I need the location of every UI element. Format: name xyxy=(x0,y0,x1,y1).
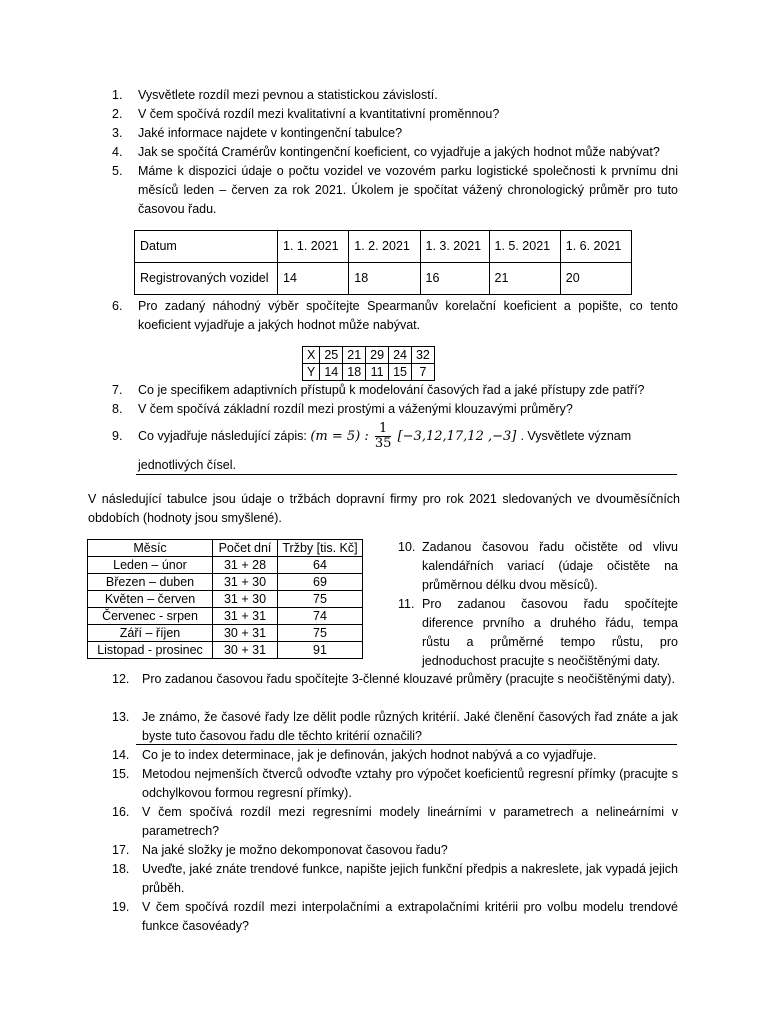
question-8: 8. V čem spočívá základní rozdíl mezi prostými a váženými klouzavými průměry? xyxy=(112,402,573,416)
question-17: 17. Na jaké složky je možno dekomponovat časovou řadu? xyxy=(112,843,448,857)
table-cell: 14 xyxy=(278,263,349,295)
table-cell: 91 xyxy=(278,642,363,659)
table-cell: 18 xyxy=(349,263,420,295)
table-cell: 11 xyxy=(366,364,389,381)
table-cell: 64 xyxy=(278,557,363,574)
table-cell: 15 xyxy=(389,364,412,381)
question-2: 2. V čem spočívá rozdíl mezi kvalitativní a kvantitativní proměnnou? xyxy=(112,107,500,121)
table-cell: 30 + 31 xyxy=(213,642,278,659)
formula-weights: [−3,12,17,12 ,−3] xyxy=(397,429,517,444)
question-15: 15. Metodou nejmenších čtverců odvoďte vztahy pro výpočet koeficientů regresní přímky (pracujte s odchylkovou formou regresní přímky). xyxy=(112,767,678,800)
question-16: 16. V čem spočívá rozdíl mezi regresními modely lineárními v parametrech a nelineárními v parametrech? xyxy=(112,805,678,838)
table-cell: 75 xyxy=(278,625,363,642)
question-5: 5. Máme k dispozici údaje o počtu vozidel ve vozovém parku logistické společnosti k prvnímu dni měsíců leden – červen za rok 2021. Úkolem je spočítat vážený chronologický průměr pro tuto časovou řadu. xyxy=(112,164,678,216)
table-cell: Červenec - srpen xyxy=(88,608,213,625)
table-row xyxy=(88,574,363,591)
table-cell: 31 + 28 xyxy=(213,557,278,574)
column-header: Počet dní xyxy=(213,540,278,557)
table-cell: 31 + 30 xyxy=(213,574,278,591)
table-cell: Březen – duben xyxy=(88,574,213,591)
formula-window: (m = 5) : xyxy=(310,429,369,444)
table-cell: 1. 5. 2021 xyxy=(489,231,560,263)
column-header: Měsíc xyxy=(88,540,213,557)
table-cell: 74 xyxy=(278,608,363,625)
table-cell: 25 xyxy=(320,347,343,364)
table-row xyxy=(303,364,435,381)
table-cell: Datum xyxy=(135,231,278,263)
question-12: 12. Pro zadanou časovou řadu spočítejte 3-členné klouzavé průměry (pracujte s neočištěnými daty). xyxy=(112,672,675,686)
question-9: 9. Co vyjadřuje následující zápis: (m = 5) : $\frac{1}{35}$ [−3,12,17,12 ,−3] . Vysvětlete význam xyxy=(112,421,632,451)
table-cell: 21 xyxy=(489,263,560,295)
table-row xyxy=(88,608,363,625)
question-19: 19. V čem spočívá rozdíl mezi interpolačními a extrapolačními kritérii pro volbu modelu trendové funkce časovéady? xyxy=(112,900,678,933)
question-3: 3. Jaké informace najdete v kontingenční tabulce? xyxy=(112,126,403,140)
question-13: 13. Je známo, že časové řady lze dělit podle různých kritérií. Jaké členění časových řad znáte a jak byste tuto časovou řadu dle těchto kritérií označili? xyxy=(112,710,678,743)
table-row xyxy=(88,625,363,642)
table-cell: 31 + 30 xyxy=(213,591,278,608)
table-cell: 20 xyxy=(560,263,631,295)
question-7: 7. Co je specifikem adaptivních přístupů k modelování časových řad a jaké přístupy zde patří? xyxy=(112,383,645,397)
column-header: Tržby [tis. Kč] xyxy=(278,540,363,557)
table-row xyxy=(135,231,632,263)
table-cell: Leden – únor xyxy=(88,557,213,574)
table-cell: 1. 2. 2021 xyxy=(349,231,420,263)
question-9-text-after: . Vysvětlete význam xyxy=(520,429,632,443)
table-cell: 1. 6. 2021 xyxy=(560,231,631,263)
table-cell: Y xyxy=(303,364,320,381)
table-row xyxy=(88,557,363,574)
formula xyxy=(310,421,520,451)
question-9-line2: jednotlivých čísel. xyxy=(138,458,236,472)
table-header-row xyxy=(88,540,363,557)
vehicles-table xyxy=(134,230,632,295)
table-row xyxy=(303,347,435,364)
table-row xyxy=(88,642,363,659)
intro-paragraph: V následující tabulce jsou údaje o tržbách dopravní firmy pro rok 2021 sledovaných ve dvouměsíčních obdobích (hodnoty jsou smyšlené). xyxy=(88,492,680,525)
table-cell: 1. 1. 2021 xyxy=(278,231,349,263)
question-10: 10. Zadanou časovou řadu očistěte od vlivu kalendářních variací (údaje očistěte na průměrnou délku dvou měsíců). xyxy=(398,540,678,592)
xy-table xyxy=(302,346,435,381)
formula-fraction xyxy=(375,422,392,451)
question-11: 11. Pro zadanou časovou řadu spočítejte diference prvního a druhého řádu, tempa růstu a průměrné tempo růstu, pro jednoduchost pracujte s neočištěnými daty. xyxy=(398,597,678,668)
table-cell: 14 xyxy=(320,364,343,381)
table-cell: Květen – červen xyxy=(88,591,213,608)
table-cell: 31 + 31 xyxy=(213,608,278,625)
question-6: 6. Pro zadaný náhodný výběr spočítejte Spearmanův korelační koeficient a popište, co tento koeficient vyjadřuje a jakých hodnot může nabývat. xyxy=(112,299,678,332)
table-cell: Září – říjen xyxy=(88,625,213,642)
question-4: 4. Jak se spočítá Cramérův kontingenční koeficient, co vyjadřuje a jakých hodnot může nabývat? xyxy=(112,145,660,159)
question-14: 14. Co je to index determinace, jak je definován, jakých hodnot nabývá a co vyjadřuje. xyxy=(112,748,597,762)
fraction-numerator: 1 xyxy=(375,422,392,437)
table-cell: 21 xyxy=(343,347,366,364)
table-cell: 69 xyxy=(278,574,363,591)
question-1: 1. Vysvětlete rozdíl mezi pevnou a statistickou závislostí. xyxy=(112,88,438,102)
table-cell: X xyxy=(303,347,320,364)
table-cell: 30 + 31 xyxy=(213,625,278,642)
table-cell: 16 xyxy=(420,263,489,295)
table-cell: 24 xyxy=(389,347,412,364)
table-cell: 18 xyxy=(343,364,366,381)
table-cell: 1. 3. 2021 xyxy=(420,231,489,263)
divider xyxy=(136,744,677,745)
table-cell: 32 xyxy=(411,347,434,364)
question-9-text: Co vyjadřuje následující zápis: xyxy=(138,429,307,443)
table-cell: 75 xyxy=(278,591,363,608)
fraction-denominator: 35 xyxy=(374,436,392,451)
table-row xyxy=(135,263,632,295)
question-18: 18. Uveďte, jaké znáte trendové funkce, napište jejich funkční předpis a nakreslete, jak vypadá jejich průběh. xyxy=(112,862,678,895)
table-cell: 7 xyxy=(411,364,434,381)
table-cell: 29 xyxy=(366,347,389,364)
table-cell: Registrovaných vozidel xyxy=(135,263,278,295)
table-row xyxy=(88,591,363,608)
table-cell: Listopad - prosinec xyxy=(88,642,213,659)
divider xyxy=(136,474,677,475)
revenue-table xyxy=(87,539,363,659)
